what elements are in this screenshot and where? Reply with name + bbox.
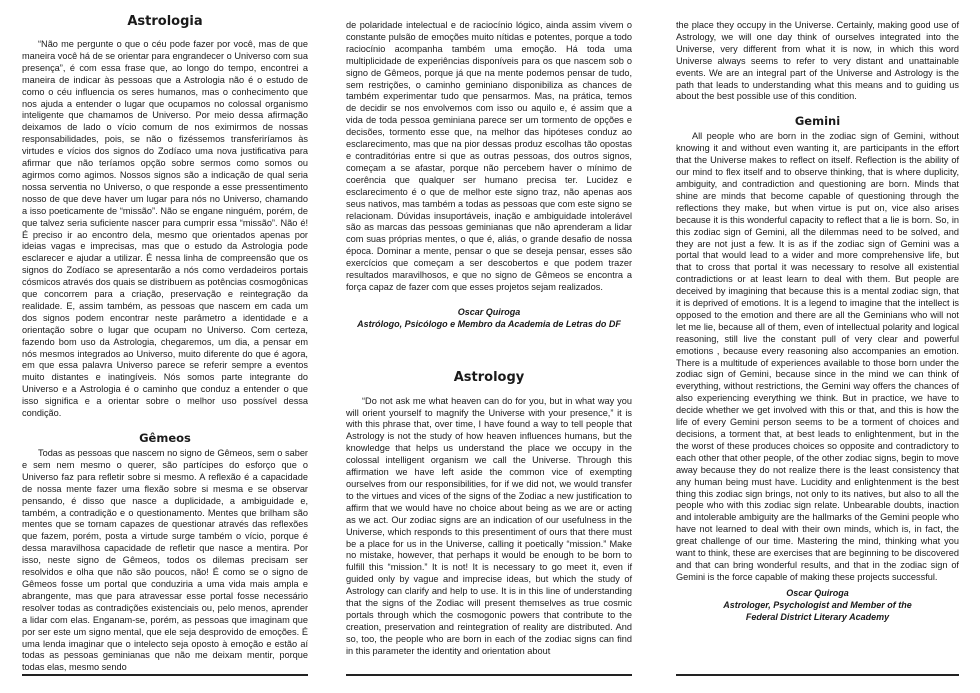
footer-rule-left <box>22 674 308 676</box>
column-english-gemini <box>676 0 959 624</box>
author-name-pt: Oscar Quiroga <box>457 306 521 317</box>
author-name-en: Oscar Quiroga <box>786 587 849 598</box>
author-role-en-line1: Astrologer, Psychologist and Member of the <box>723 599 912 610</box>
astrology-intro-paragraph: “Do not ask me what heaven can do for you, but in what way you will orient yourself to magnify the Universe with your presence,” it is with this phrase that, over time, I have found a way to tell people that Astrology is not the study of how heaven influences humans, but the knowledge that helps us understand the place we occupy in the colossal intelligent organism we call the Universe. Through this affirmation we have left aside the common vice of exempting ourselves from our responsibilities, for if we did not, we would transfer to the virtues and vices of the signs of the Zodiac a new justification to affirm that we would have no choice about being as we are or acting as we act. Our zodiac signs are an indication of our usefulness in the Universe, which responds to this presentiment of ours that there must be a place for us in the Universe, calling it poetically “mission.” Make no mistake, however, that perhaps it would be enough to be born to fulfill this “mission.” It is not! It is necessary to go meet it, even if guided only by vague and imprecise ideas, but which the study of Astrology can clarify and help to use. It is in this line of understanding that the signs of the Zodiac will present themselves as true cosmic portals through which the cosmogonic powers that contribute to the creation, preservation and reintegration of reality are distributed. And so, too, the people who are born in each of the zodiac signs can find in this parameter the identity and orientation about <box>346 395 632 656</box>
footer-rule-middle <box>346 674 632 676</box>
column-middle <box>346 0 632 658</box>
gemeos-heading: Gêmeos <box>139 431 191 445</box>
footer-rule-right <box>676 674 959 676</box>
author-role-en-line2: Federal District Literary Academy <box>745 611 890 622</box>
astrology-continuation-paragraph: the place they occupy in the Universe. Certainly, making good use of Astrology, we will one day think of ourselves integrated into the Universe, very different from what it is now, in which this word Universe always seems to refer to very distant and unattainable events. We are an integral part of the Universe and Astrology is the path that leads to understanding what this means and to guiding us about the best possible use of this condition. <box>676 20 959 102</box>
astrologia-intro-paragraph: “Não me pergunte o que o céu pode fazer por você, mas de que maneira você há de se orientar para engrandecer o Universo com sua presença”, é com essa frase que, ao longo do tempo, encontrei a maneira de indicar às pessoas que a Astrologia não é o estudo de como o céu influencia os seres humanos, mas o conhecimento que nos ajuda a entender o lugar que ocupamos no colossal organismo inteligente que chamamos de Universo. Por meio dessa afirmação deixamos de lado o vício comum de nos eximirmos de nossas responsabilidades, pois, se não o fizéssemos transferiríamos às virtudes e vícios dos signos do Zodíaco uma nova justificativa para afirmar que não teríamos opção sobre sermos como somos ou agirmos como agimos. Nossos signos são a indicação de qual seria nossa serventia no Universo, o que responde a esse pressentimento nosso de que deve haver um lugar para nós no Universo, chamando a isso poeticamente de “missão”. Não se engane ninguém, porém, de que talvez seria suficiente nascer para cumprir essa “missão”. Não é! É preciso ir ao encontro dela, mesmo que orientados apenas por ideias vagas e imprecisas, mas que o estudo da Astrologia pode esclarecer e ajudar a utilizar. É nessa linha de compreensão que os signos do Zodíaco se apresentarão a nós como verdadeiros portais cósmicos através dos quais se distribuem as potências cosmogônicas que concorrem para a criação, preservação e reintegração da realidade. E, assim também, as pessoas que nascem em cada um dos signos podem encontrar neste parâmetro a identidade e a orientação sobre o lugar que ocupam no Universo. Com certeza, fazendo bom uso da Astrologia, chegaremos, um dia, a pensar em nós mesmos integrados ao Universo, muito diferente do que é agora, em que essa palavra Universo parece se referir sempre a eventos muito distantes e inatingíveis. Nós somos parte integrante do Universo e a Astrologia é o caminho que conduz a entender o que isso significa e a orientar sobre o melhor uso possível dessa condição. <box>22 39 308 419</box>
astrology-title: Astrology <box>453 369 525 385</box>
gemini-body-paragraph: All people who are born in the zodiac sign of Gemini, without knowing it and without even wanting it, are participants in the effort that the Universe makes to reflect on itself. Reflection is the ability of our mind to flex itself and to observe thinking, that is where duplicity, ambiguity, and contradiction and questioning are born. Minds that shine are minds that become capable of questioning through the reflections they make, but when virtue is put on, vice also arises because it is this wonderful capacity to reflect that a lie is born. So, in this zodiac sign of Gemini, all the dilemmas need to be solved, and they are not just a few. It is as if the zodiac sign of Gemini was a portal that would lead to a wider and more comprehensive life, but that to cross that portal it was necessary to resolve all existential contradictions or at least learn to deal with them. But people are deceived by imagining that because this is a mental zodiac sign, that it is deprived of emotions. It is a legend to imagine that the intellect is opposed to the emotion and there are all the Geminians who will not let me lie, because all of them, even of intellectual polarity and logical reasoning, still live the constant pull of very clear and powerful emotions , because every reasoning also accompanies an emotion. There is a multitude of experiences available to those born under the zodiac sign of Gemini, because since in the mind we can think of everything, without restrictions, the Gemini way offers the chances of also experiencing everything we think. But in practice, we have to decide whether we get involved with this or that, and this is how the life of every Gemini person seems to be a torment of choices and decisions, a torment that, at best leads to enlightenment, but in the the worst of these produces choices so opposite and contradictory to each other that other people, of the other zodiac signs, begin to move away because they do not realize there is the least consistency that any human being must have. Lucidity and enlightenment is the best thing this zodiac sign brings, not only to its natives, but also to all the people who with this zodiac sign relate. Unbearable doubts, inaction and intolerable ambiguity are the hallmarks of the Gemini people who have not learned to deal with their own minds, which is, in fact, the great challenge of our time. Mastering the mind, thinking what you want to think, these are exercises that are beginning to be discovered and that can bring wonderful results, and that in the zodiac sign of Gemini is the force capable of making these projects successful. <box>676 131 959 582</box>
column-portuguese-astrologia <box>22 0 308 674</box>
gemini-heading: Gemini <box>794 114 841 129</box>
gemeos-body-paragraph: Todas as pessoas que nascem no signo de Gêmeos, sem o saber e sem nem mesmo o querer, são partícipes do esforço que o Universo faz para refletir sobre si mesmo. A reflexão é a capacidade de nossa mente fazer uma flexão sobre si mesma e se observar pensando, é disso que nasce a duplicidade, a ambiguidade e, também, a contradição e o questionamento. Mentes que brilham são mentes que se tornam capazes de questionar através das reflexões que fazem, porém, posta a virtude surge também o vício, porque é dessa maravilhosa capacidade de refletir que nasce a mentira. Por isso, neste signo de Gêmeos, todos os dilemas precisam ser resolvidos e olha que não são poucos, não! É como se o signo de Gêmeos fosse um portal que conduziria a uma vida mais ampla e abrangente, mas que para atravessar esse portal fosse necessário resolver todas as contradições existenciais ou, pelo menos, aprender a lidar com elas. Enganam-se, porém, as pessoas que imaginam que por ser este um signo mental, que ele seja desprovido de emoções. É uma lenda imaginar que o intelecto seja oposto à emoção e estão aí todas as pessoas geminianas que não me deixam mentir, porque todas elas, mesmo sendo <box>22 448 308 673</box>
gemeos-continuation-paragraph: de polaridade intelectual e de raciocínio lógico, ainda assim vivem o constante pulsão de emoções muito nítidas e potentes, porque a todo raciocínio acompanha também uma emoção. Há toda uma multiplicidade de experiências disponíveis para os que nascem sob o signo de Gêmeos, porque já que na mente podemos pensar de tudo, sem restrições, o caminho geminiano disponibiliza as chances de também experimentar tudo que pensarmos. Mas, na prática, temos de decidir se nos envolvemos com isso ou aquilo e, é assim que a vida de toda pessoa geminiana parece ser um tormento de opções e decisões, tormento esse que, na melhor das hipóteses conduz ao esclarecimento, mas que na pior dessas produz escolhas tão opostas e contraditórias entre si que as outras pessoas, dos outros signos, começam a se afastar, porque não percebem haver o mínimo de coerência que qualquer ser humano precisa ter. Lucidez e esclarecimento é o que de melhor este signo traz, não apenas aos seus nativos, mas também a todas as pessoas que com este signo se relacionam. Dúvidas insuportáveis, inação e ambiguidade intolerável são as marcas das pessoas geminianas que não aprenderam a lidar com suas próprias mentes, o que é, aliás, o grande desafio de nossa época. Dominar a mente, pensar o que se deseja pensar, esses são exercícios que começam a ser descobertos e que podem trazer resultados maravilhosos, e que no signo de Gêmeos se encontra a força capaz de fazer com que esses projetos sejam realizados. <box>346 20 632 292</box>
astrologia-title: Astrologia <box>127 14 203 29</box>
author-role-pt: Astrólogo, Psicólogo e Membro da Academia de Letras do DF <box>357 318 621 329</box>
